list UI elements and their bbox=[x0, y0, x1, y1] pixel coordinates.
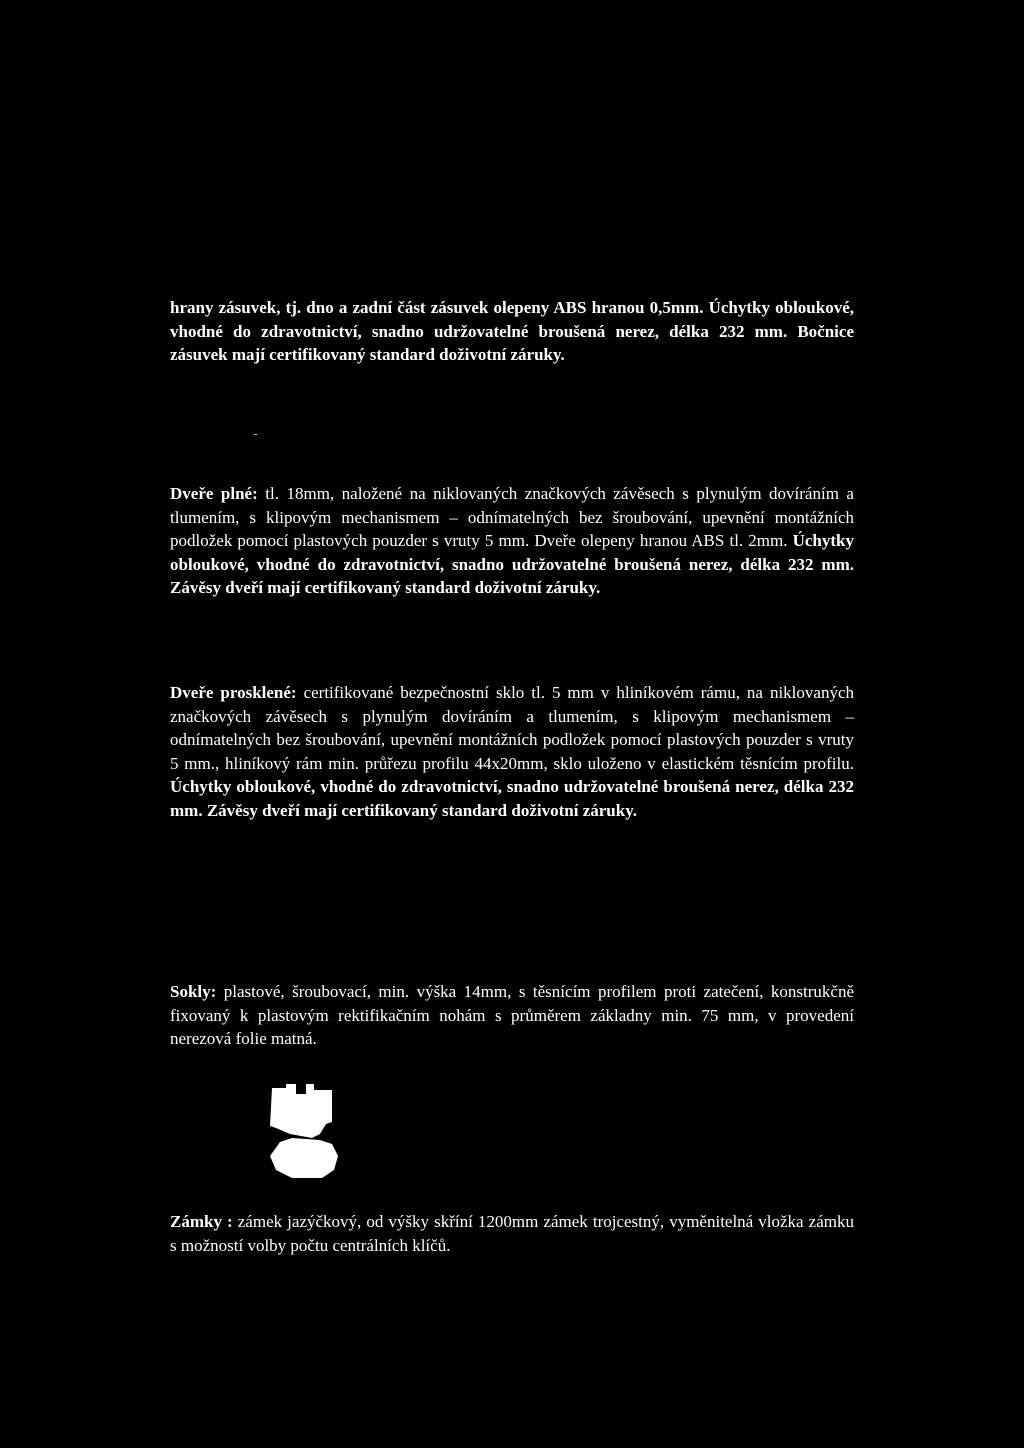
plinths-label: Sokly: bbox=[170, 982, 217, 1001]
scan-mark bbox=[254, 434, 257, 435]
glass-doors-paragraph bbox=[170, 681, 854, 822]
drawer-edges-paragraph bbox=[170, 296, 854, 367]
plinths-paragraph bbox=[170, 980, 854, 1051]
drawer-edges-text: hrany zásuvek, tj. dno a zadní část zásuvek olepeny ABS hranou 0,5mm. Úchytky obloukové, vhodné do zdravotnictví, snadno udržovatelné broušená nerez, délka 232 mm. Bočnice zásuvek mají certifikovaný standard doživotní záruky. bbox=[170, 298, 854, 364]
lock-notch bbox=[296, 1082, 306, 1094]
solid-doors-paragraph bbox=[170, 482, 854, 600]
glass-doors-bold-text: Úchytky obloukové, vhodné do zdravotnictví, snadno udržovatelné broušená nerez, délka 232 mm. Závěsy dveří mají certifikovaný standard doživotní záruky. bbox=[170, 777, 854, 820]
locks-text: zámek jazýčkový, od výšky skříní 1200mm zámek trojcestný, vyměnitelná vložka zámku s možností volby počtu centrálních klíčů. bbox=[170, 1212, 854, 1255]
glass-doors-label: Dveře prosklené: bbox=[170, 683, 297, 702]
locks-label: Zámky : bbox=[170, 1212, 233, 1231]
locks-paragraph bbox=[170, 1210, 854, 1257]
solid-doors-bold-text: Úchytky obloukové, vhodné do zdravotnictví, snadno udržovatelné broušená nerez, délka 232 mm. Závěsy dveří mají certifikovaný standard doživotní záruky. bbox=[170, 531, 854, 597]
glass-doors-text: certifikované bezpečnostní sklo tl. 5 mm v hliníkovém rámu, na niklovaných značkových závěsech s plynulým dovíráním a tlumením, s klipovým mechanismem – odnímatelných bez šroubování, upevnění montážních podložek pomocí plastových pouzder s vruty 5 mm., hliníkový rám min. průřezu profilu 44x20mm, sklo uloženo v elastickém těsnícím profilu. bbox=[170, 683, 854, 773]
solid-doors-text: tl. 18mm, naložené na niklovaných značkových závěsech s plynulým dovíráním a tlumením, s klipovým mechanismem – odnímatelných bez šroubování, upevnění montážních podložek pomocí plastových pouzder s vruty 5 mm. Dveře olepeny hranou ABS tl. 2mm. bbox=[170, 484, 854, 550]
plinths-text: plastové, šroubovací, min. výška 14mm, s těsnícím profilem proti zatečení, konstrukčně fixovaný k plastovým rektifikačním nohám s průměrem základny min. 75 mm, v provedení nerezová folie matná. bbox=[170, 982, 854, 1048]
lock-cylinder-shape bbox=[270, 1138, 338, 1178]
solid-doors-label: Dveře plné: bbox=[170, 484, 258, 503]
lock-icon bbox=[270, 1082, 340, 1180]
